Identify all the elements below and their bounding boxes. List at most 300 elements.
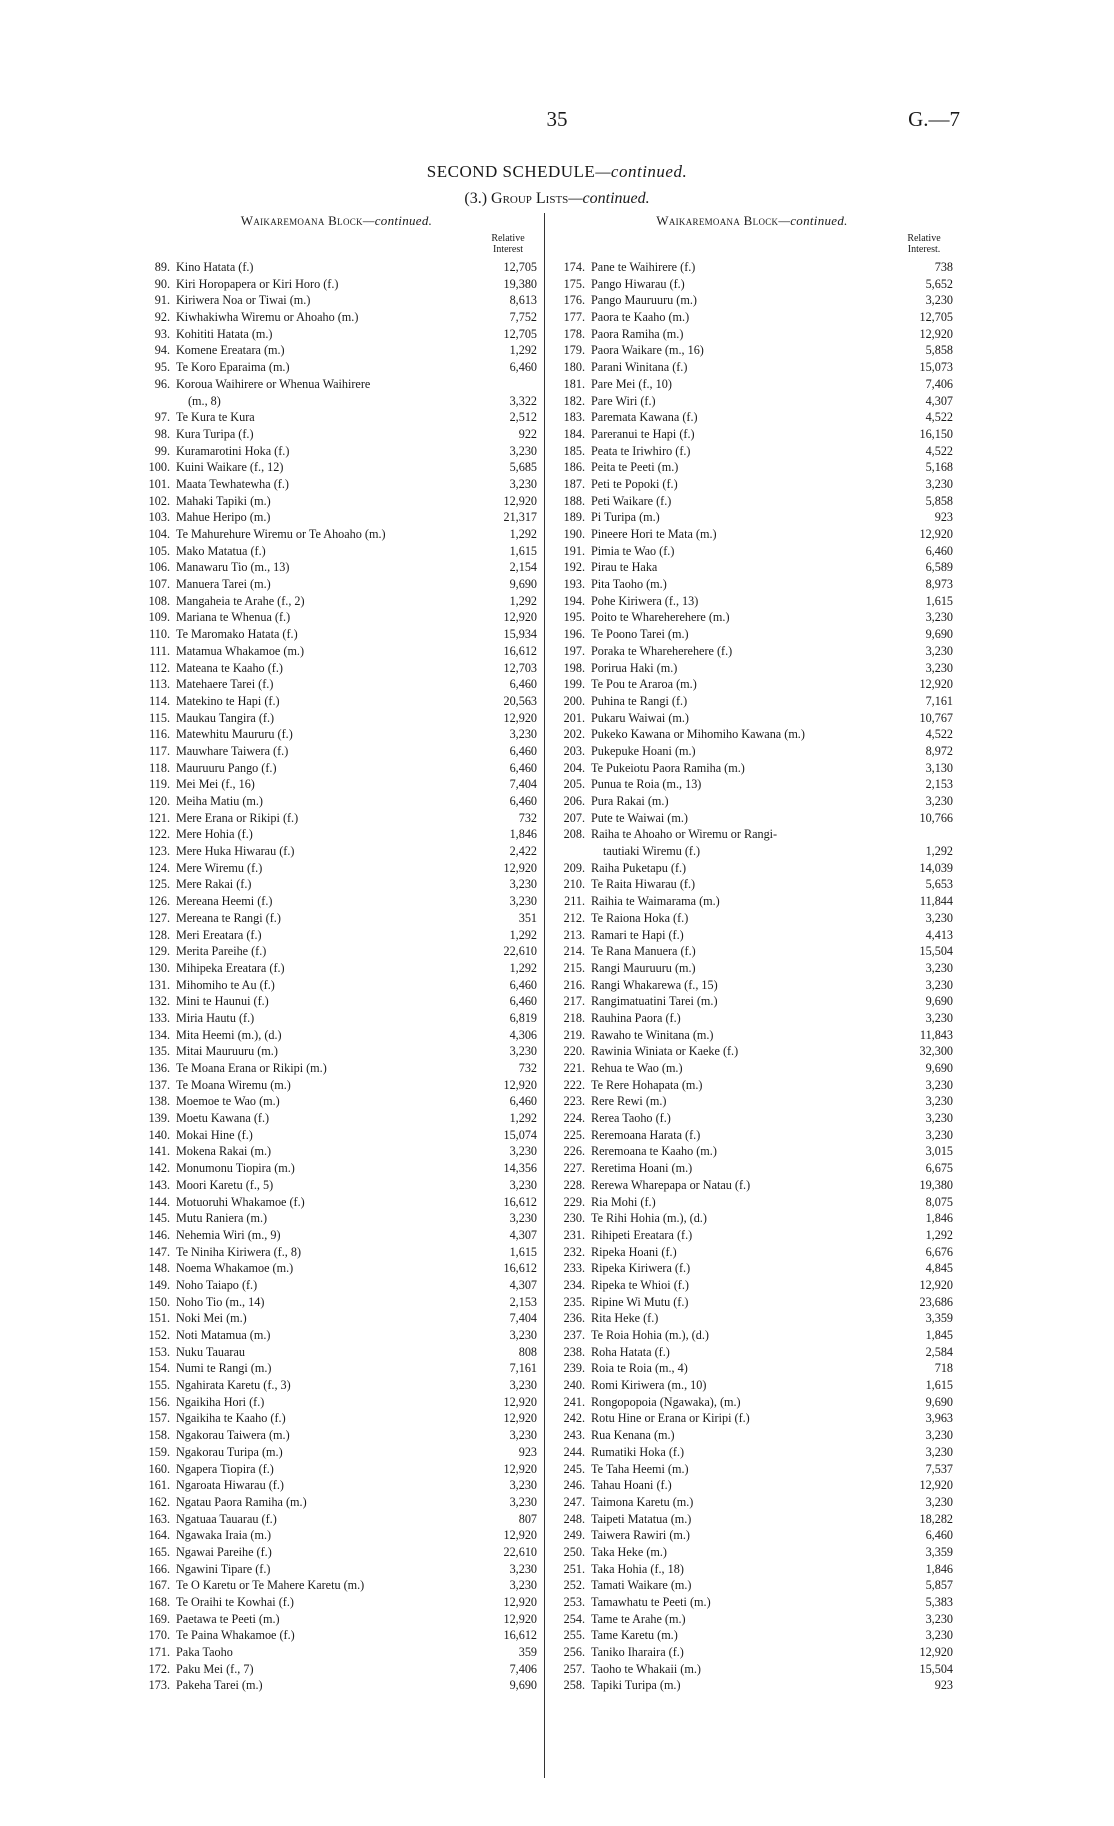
entry-name: Ripine Wi Mutu (f.) xyxy=(591,1294,689,1309)
entry-number: 108. xyxy=(148,593,170,608)
list-item xyxy=(136,1561,537,1578)
list-item xyxy=(136,1477,537,1494)
list-item xyxy=(136,476,537,493)
entry-number: 89. xyxy=(154,260,170,274)
list-item xyxy=(551,927,953,944)
entry-number: 210. xyxy=(563,877,585,892)
relative-interest-value: 3,230 xyxy=(509,1428,537,1443)
right-block-title xyxy=(551,213,953,233)
relative-interest-value: 3,230 xyxy=(509,894,537,909)
entry-number: 124. xyxy=(148,860,170,875)
relative-interest-value: 6,460 xyxy=(509,994,537,1009)
entry-name: Ngatuaa Tauarau (f.) xyxy=(176,1511,277,1526)
entry-number: 197. xyxy=(563,643,585,658)
relative-interest-value: 5,858 xyxy=(925,343,953,358)
entry-number: 117. xyxy=(149,743,170,758)
relative-interest-value: 1,615 xyxy=(509,543,537,558)
relative-interest-value: 3,230 xyxy=(925,910,953,925)
entry-name: Noti Matamua (m.) xyxy=(176,1328,271,1342)
relative-interest-value: 3,230 xyxy=(925,1127,953,1142)
list-item xyxy=(136,793,537,810)
entry-number: 143. xyxy=(148,1177,170,1192)
entry-name: Paka Taoho xyxy=(176,1645,233,1660)
entry-number: 178. xyxy=(563,326,585,341)
entry-number: 161. xyxy=(148,1478,170,1493)
relative-interest-value: 16,612 xyxy=(503,643,537,658)
list-item xyxy=(551,860,953,877)
relative-interest-value: 7,161 xyxy=(509,1361,537,1376)
relative-interest-value: 7,406 xyxy=(509,1661,537,1676)
list-item xyxy=(551,1260,953,1277)
entry-name: Pute te Waiwai (m.) xyxy=(591,810,688,825)
entry-name: Merita Pareihe (f.) xyxy=(176,944,267,959)
relative-interest-value: 808 xyxy=(518,1344,537,1359)
list-item xyxy=(551,1377,953,1394)
list-item xyxy=(551,1093,953,1110)
entry-name: Punua te Roia (m., 13) xyxy=(591,777,702,792)
entry-name: Te Oraihi te Kowhai (f.) xyxy=(176,1595,294,1609)
relative-interest-value: 4,307 xyxy=(925,393,953,408)
relative-interest-value: 4,522 xyxy=(925,443,953,458)
entry-number: 239. xyxy=(563,1361,585,1376)
entry-number: 232. xyxy=(563,1244,585,1259)
entry-number: 216. xyxy=(563,977,585,992)
list-item xyxy=(551,1060,953,1077)
relative-interest-value: 359 xyxy=(518,1645,537,1660)
entry-number: 180. xyxy=(563,360,585,375)
entry-name: Monumonu Tiopira (m.) xyxy=(176,1161,295,1176)
entry-number: 230. xyxy=(563,1211,585,1226)
list-item xyxy=(551,1194,953,1211)
entry-number: 203. xyxy=(563,743,585,758)
relative-interest-value: 3,230 xyxy=(925,1611,953,1626)
relative-interest-value: 12,920 xyxy=(503,1611,537,1626)
list-item xyxy=(551,1277,953,1294)
entry-name: Raiha Puketapu (f.) xyxy=(591,860,687,875)
relative-interest-value: 4,522 xyxy=(925,727,953,742)
entry-number: 104. xyxy=(148,527,170,541)
relative-interest-value: 2,154 xyxy=(509,560,537,575)
entry-number: 254. xyxy=(563,1611,585,1626)
relative-interest-value: 8,075 xyxy=(925,1194,953,1209)
entry-name: Ripeka te Whioi (f.) xyxy=(591,1277,689,1292)
relative-interest-value: 3,230 xyxy=(925,1010,953,1025)
relative-interest-value: 5,168 xyxy=(925,460,953,475)
list-item xyxy=(136,710,537,727)
entry-name: Mihomiho te Au (f.) xyxy=(176,977,275,992)
entry-name: Peti te Popoki (f.) xyxy=(591,476,678,491)
relative-interest-value: 6,460 xyxy=(509,677,537,692)
list-item xyxy=(136,1677,537,1694)
entry-name: Te Mahurehure Wiremu or Te Ahoaho (m.) xyxy=(176,527,386,541)
relative-interest-value: 19,380 xyxy=(503,276,537,291)
relative-interest-value: 1,615 xyxy=(925,593,953,608)
relative-interest-value: 4,522 xyxy=(925,410,953,425)
list-item xyxy=(551,393,953,410)
entry-number: 173. xyxy=(148,1678,170,1693)
list-item xyxy=(551,893,953,910)
list-item xyxy=(136,326,537,343)
entry-name: Te Niniha Kiriwera (f., 8) xyxy=(176,1244,302,1259)
list-item xyxy=(551,1611,953,1628)
relative-interest-value: 16,612 xyxy=(503,1628,537,1643)
entry-number: 198. xyxy=(563,660,585,675)
entry-name: Ngaikiha Hori (f.) xyxy=(176,1394,265,1409)
entry-number: 246. xyxy=(563,1478,585,1493)
list-item xyxy=(136,810,537,827)
relative-interest-value: 7,161 xyxy=(925,693,953,708)
list-item xyxy=(136,1461,537,1478)
entry-name: Maata Tewhatewha (f.) xyxy=(176,476,289,491)
entry-name: Paora Waikare (m., 16) xyxy=(591,343,704,358)
entry-number: 135. xyxy=(148,1044,170,1059)
relative-interest-value: 14,039 xyxy=(919,860,953,875)
list-item xyxy=(551,1394,953,1411)
entry-name: Pukepuke Hoani (m.) xyxy=(591,743,696,758)
entry-name: Kino Hatata (f.) xyxy=(176,260,254,274)
list-item xyxy=(551,326,953,343)
entry-number: 111. xyxy=(149,643,170,658)
relative-interest-value: 12,920 xyxy=(503,710,537,725)
entry-name: Motuoruhi Whakamoe (f.) xyxy=(176,1194,305,1209)
relative-interest-value: 8,972 xyxy=(925,743,953,758)
entry-name: Peti Waikare (f.) xyxy=(591,493,672,508)
relative-interest-value: 3,230 xyxy=(509,443,537,458)
left-column xyxy=(136,213,537,1694)
entry-number: 188. xyxy=(563,493,585,508)
entry-number: 129. xyxy=(148,944,170,959)
entry-name: Te Roia Hohia (m.), (d.) xyxy=(591,1328,709,1342)
relative-interest-value: 3,230 xyxy=(509,1044,537,1059)
relative-interest-value: 12,920 xyxy=(919,1645,953,1660)
relative-interest-value: 3,230 xyxy=(925,1428,953,1443)
entry-number: 123. xyxy=(148,844,170,859)
list-item xyxy=(136,1377,537,1394)
entry-number: 132. xyxy=(148,994,170,1009)
relative-interest-value: 3,230 xyxy=(925,1077,953,1092)
entry-number: 114. xyxy=(149,693,170,708)
list-item xyxy=(136,826,537,843)
entry-number: 159. xyxy=(148,1444,170,1459)
entry-name: Tame Karetu (m.) xyxy=(591,1628,678,1643)
entry-name: Tamati Waikare (m.) xyxy=(591,1578,692,1593)
entry-name: Rehua te Wao (m.) xyxy=(591,1061,683,1075)
entry-name: Mauwhare Taiwera (f.) xyxy=(176,743,289,758)
list-item xyxy=(136,1310,537,1327)
entry-name: Moetu Kawana (f.) xyxy=(176,1111,270,1126)
entry-name: Pango Mauruuru (m.) xyxy=(591,293,697,308)
entry-number: 238. xyxy=(563,1344,585,1359)
entry-number: 172. xyxy=(148,1661,170,1676)
entry-name: Porirua Haki (m.) xyxy=(591,660,678,675)
entry-name: Mei Mei (f., 16) xyxy=(176,777,255,792)
entry-name: Ngawaka Iraia (m.) xyxy=(176,1528,272,1543)
relative-interest-value: 3,130 xyxy=(925,760,953,775)
list-item xyxy=(551,1561,953,1578)
list-item xyxy=(136,910,537,927)
entry-number: 166. xyxy=(148,1561,170,1576)
entry-number: 195. xyxy=(563,610,585,625)
list-item xyxy=(551,943,953,960)
list-item xyxy=(136,559,537,576)
entry-number: 186. xyxy=(563,460,585,475)
entry-name: Mahue Heripo (m.) xyxy=(176,510,271,525)
relative-interest-value: 12,920 xyxy=(919,1277,953,1292)
entry-number: 202. xyxy=(563,727,585,742)
relative-interest-value: 8,973 xyxy=(925,577,953,592)
relative-interest-value: 15,504 xyxy=(919,1661,953,1676)
relative-interest-value: 3,963 xyxy=(925,1411,953,1426)
entry-name: Pineere Hori te Mata (m.) xyxy=(591,527,717,541)
entry-name: Reremoana te Kaaho (m.) xyxy=(591,1144,717,1159)
entry-name: Ngatau Paora Ramiha (m.) xyxy=(176,1494,307,1509)
entry-number: 248. xyxy=(563,1511,585,1526)
entry-number: 194. xyxy=(563,593,585,608)
relative-interest-value: 8,613 xyxy=(509,293,537,308)
entry-number: 106. xyxy=(148,560,170,575)
relative-interest-value: 11,844 xyxy=(919,894,953,909)
entry-name: Paremata Kawana (f.) xyxy=(591,410,698,425)
relative-interest-value: 12,920 xyxy=(919,527,953,541)
list-item xyxy=(551,776,953,793)
entry-name: Te Pukeiotu Paora Ramiha (m.) xyxy=(591,760,745,775)
list-item xyxy=(551,1227,953,1244)
entry-number: 250. xyxy=(563,1544,585,1559)
relative-interest-value: 1,846 xyxy=(925,1211,953,1226)
list-item xyxy=(551,593,953,610)
entry-number: 122. xyxy=(148,827,170,842)
list-item xyxy=(551,1427,953,1444)
relative-interest-value: 12,705 xyxy=(503,260,537,274)
relative-interest-value: 20,563 xyxy=(503,693,537,708)
entry-number: 162. xyxy=(148,1494,170,1509)
entry-name: Tahau Hoani (f.) xyxy=(591,1478,672,1493)
entry-name: Miria Hautu (f.) xyxy=(176,1010,255,1025)
relative-interest-value: 12,920 xyxy=(503,1077,537,1092)
entry-name: Pakeha Tarei (m.) xyxy=(176,1678,263,1693)
right-block-title-text: Waikaremoana Block xyxy=(656,213,779,228)
list-item xyxy=(136,1227,537,1244)
entry-name: Mariana te Whenua (f.) xyxy=(176,610,291,625)
entry-name: (m., 8) xyxy=(188,393,221,408)
entry-number: 181. xyxy=(563,376,585,391)
list-item xyxy=(136,893,537,910)
relative-interest-value: 4,413 xyxy=(925,927,953,942)
entry-number: 96. xyxy=(154,376,170,391)
relative-interest-value: 23,686 xyxy=(919,1294,953,1309)
relative-interest-value: 3,322 xyxy=(509,393,537,408)
entry-name: Te Moana Wiremu (m.) xyxy=(176,1077,291,1092)
entry-number: 243. xyxy=(563,1428,585,1443)
list-item xyxy=(551,1461,953,1478)
entry-name: Raiha te Ahoaho or Wiremu or Rangi- xyxy=(591,827,778,842)
list-item xyxy=(136,1043,537,1060)
relative-interest-value: 9,690 xyxy=(509,577,537,592)
entry-number: 149. xyxy=(148,1277,170,1292)
relative-interest-value: 3,230 xyxy=(925,1111,953,1126)
relative-interest-value: 2,512 xyxy=(509,410,537,425)
left-block-title-text: Waikaremoana Block xyxy=(240,213,363,228)
list-item xyxy=(551,793,953,810)
list-item xyxy=(136,609,537,626)
relative-interest-value: 1,292 xyxy=(509,1111,537,1126)
entry-number: 176. xyxy=(563,293,585,308)
relative-interest-value: 9,690 xyxy=(925,1394,953,1409)
entry-number: 236. xyxy=(563,1311,585,1326)
right-column xyxy=(551,213,953,1694)
relative-interest-value: 3,359 xyxy=(925,1544,953,1559)
entry-number: 152. xyxy=(148,1328,170,1342)
list-item xyxy=(551,843,953,860)
entry-name: Tame te Arahe (m.) xyxy=(591,1611,686,1626)
schedule-title-text: SECOND SCHEDULE xyxy=(426,162,596,181)
entry-name: Taiwera Rawiri (m.) xyxy=(591,1528,690,1543)
list-item xyxy=(551,1027,953,1044)
entry-name: Matekino te Hapi (f.) xyxy=(176,693,280,708)
entry-name: Taka Hohia (f., 18) xyxy=(591,1561,684,1576)
group-lists-continued: —continued. xyxy=(568,190,650,207)
list-item xyxy=(551,309,953,326)
entry-name: Ngahirata Karetu (f., 3) xyxy=(176,1378,291,1393)
entry-number: 112. xyxy=(149,660,170,675)
relative-interest-value: 12,920 xyxy=(503,1411,537,1426)
entry-number: 237. xyxy=(563,1328,585,1342)
entry-number: 136. xyxy=(148,1061,170,1075)
entry-number: 140. xyxy=(148,1127,170,1142)
list-item xyxy=(551,1294,953,1311)
entry-name: Rangi Mauruuru (m.) xyxy=(591,960,696,975)
list-item xyxy=(551,960,953,977)
list-item xyxy=(136,493,537,510)
relative-interest-value: 6,460 xyxy=(509,977,537,992)
entry-number: 258. xyxy=(563,1678,585,1693)
entry-number: 109. xyxy=(148,610,170,625)
list-item xyxy=(136,393,537,410)
relative-interest-value: 5,857 xyxy=(925,1578,953,1593)
entry-number: 200. xyxy=(563,693,585,708)
entry-number: 144. xyxy=(148,1194,170,1209)
list-item xyxy=(551,1043,953,1060)
entry-number: 201. xyxy=(563,710,585,725)
list-item xyxy=(551,609,953,626)
list-item xyxy=(136,1544,537,1561)
entry-name: Mangaheia te Arahe (f., 2) xyxy=(176,593,305,608)
list-item xyxy=(551,1360,953,1377)
list-item xyxy=(551,1644,953,1661)
entry-name: Rua Kenana (m.) xyxy=(591,1428,675,1443)
right-entry-list xyxy=(551,259,953,1694)
relative-interest-value: 12,920 xyxy=(919,326,953,341)
list-item xyxy=(136,1577,537,1594)
entry-number: 185. xyxy=(563,443,585,458)
right-block-continued: —continued. xyxy=(778,213,848,228)
relative-interest-value: 12,705 xyxy=(503,326,537,341)
relative-interest-value: 12,920 xyxy=(503,610,537,625)
entry-name: Tamawhatu te Peeti (m.) xyxy=(591,1595,711,1609)
relative-interest-value: 6,589 xyxy=(925,560,953,575)
entry-name: Pukaru Waiwai (m.) xyxy=(591,710,689,725)
entry-number: 115. xyxy=(149,710,170,725)
list-item xyxy=(136,1027,537,1044)
list-item xyxy=(136,693,537,710)
entry-name: Puhina te Rangi (f.) xyxy=(591,693,688,708)
relative-interest-value: 3,230 xyxy=(925,660,953,675)
entry-number: 120. xyxy=(148,794,170,808)
list-item xyxy=(136,576,537,593)
entry-number: 242. xyxy=(563,1411,585,1426)
entry-number: 93. xyxy=(154,326,170,341)
entry-number: 110. xyxy=(149,627,170,642)
relative-interest-value: 3,230 xyxy=(925,1494,953,1509)
entry-name: Mutu Raniera (m.) xyxy=(176,1211,268,1226)
entry-number: 171. xyxy=(148,1645,170,1660)
entry-name: Pare Wiri (f.) xyxy=(591,393,656,408)
relative-interest-value: 12,920 xyxy=(919,677,953,692)
relative-interest-value: 5,652 xyxy=(925,276,953,291)
entry-name: Ripeka Hoani (f.) xyxy=(591,1244,677,1259)
list-item xyxy=(551,359,953,376)
relative-interest-value: 3,230 xyxy=(509,1177,537,1192)
entry-number: 256. xyxy=(563,1645,585,1660)
list-item xyxy=(551,493,953,510)
entry-name: Pane te Waihirere (f.) xyxy=(591,260,696,274)
entry-name: Matamua Whakamoe (m.) xyxy=(176,643,305,658)
entry-number: 213. xyxy=(563,927,585,942)
list-item xyxy=(551,810,953,827)
entry-number: 211. xyxy=(564,894,585,909)
list-item xyxy=(136,1360,537,1377)
entry-name: Kuini Waikare (f., 12) xyxy=(176,460,284,475)
entry-name: Manuera Tarei (m.) xyxy=(176,577,271,592)
entry-name: Nehemia Wiri (m., 9) xyxy=(176,1227,281,1242)
list-item xyxy=(551,1143,953,1160)
list-item xyxy=(136,726,537,743)
entry-number: 134. xyxy=(148,1027,170,1042)
relative-interest-value: 9,690 xyxy=(509,1678,537,1693)
list-item xyxy=(136,660,537,677)
relative-interest-value: 19,380 xyxy=(919,1177,953,1192)
entry-name: Pareranui te Hapi (f.) xyxy=(591,426,695,441)
list-item xyxy=(136,309,537,326)
relative-interest-value: 351 xyxy=(518,910,537,925)
entry-name: Mere Erana or Rikipi (f.) xyxy=(176,810,299,825)
entry-number: 231. xyxy=(563,1227,585,1242)
entry-number: 163. xyxy=(148,1511,170,1526)
list-item xyxy=(551,276,953,293)
entry-name: Rita Heke (f.) xyxy=(591,1311,659,1326)
entry-number: 212. xyxy=(563,910,585,925)
entry-name: Rongopopoia (Ngawaka), (m.) xyxy=(591,1394,741,1409)
relative-interest-value: 22,610 xyxy=(503,944,537,959)
list-item xyxy=(136,1093,537,1110)
entry-number: 223. xyxy=(563,1094,585,1109)
relative-interest-value: 3,230 xyxy=(925,977,953,992)
entry-name: Te O Karetu or Te Mahere Karetu (m.) xyxy=(176,1578,365,1593)
entry-name: Noema Whakamoe (m.) xyxy=(176,1261,294,1276)
relative-interest-value: 3,230 xyxy=(925,643,953,658)
list-item xyxy=(551,1627,953,1644)
entry-number: 170. xyxy=(148,1628,170,1643)
list-item xyxy=(136,1344,537,1361)
relative-interest-value: 1,615 xyxy=(509,1244,537,1259)
entry-number: 125. xyxy=(148,877,170,892)
relative-interest-value: 3,230 xyxy=(925,1444,953,1459)
entry-name: Rauhina Paora (f.) xyxy=(591,1010,681,1025)
entry-number: 193. xyxy=(563,577,585,592)
relative-interest-value: 3,230 xyxy=(509,1578,537,1593)
list-item xyxy=(551,626,953,643)
relative-interest-value: 12,705 xyxy=(919,310,953,325)
